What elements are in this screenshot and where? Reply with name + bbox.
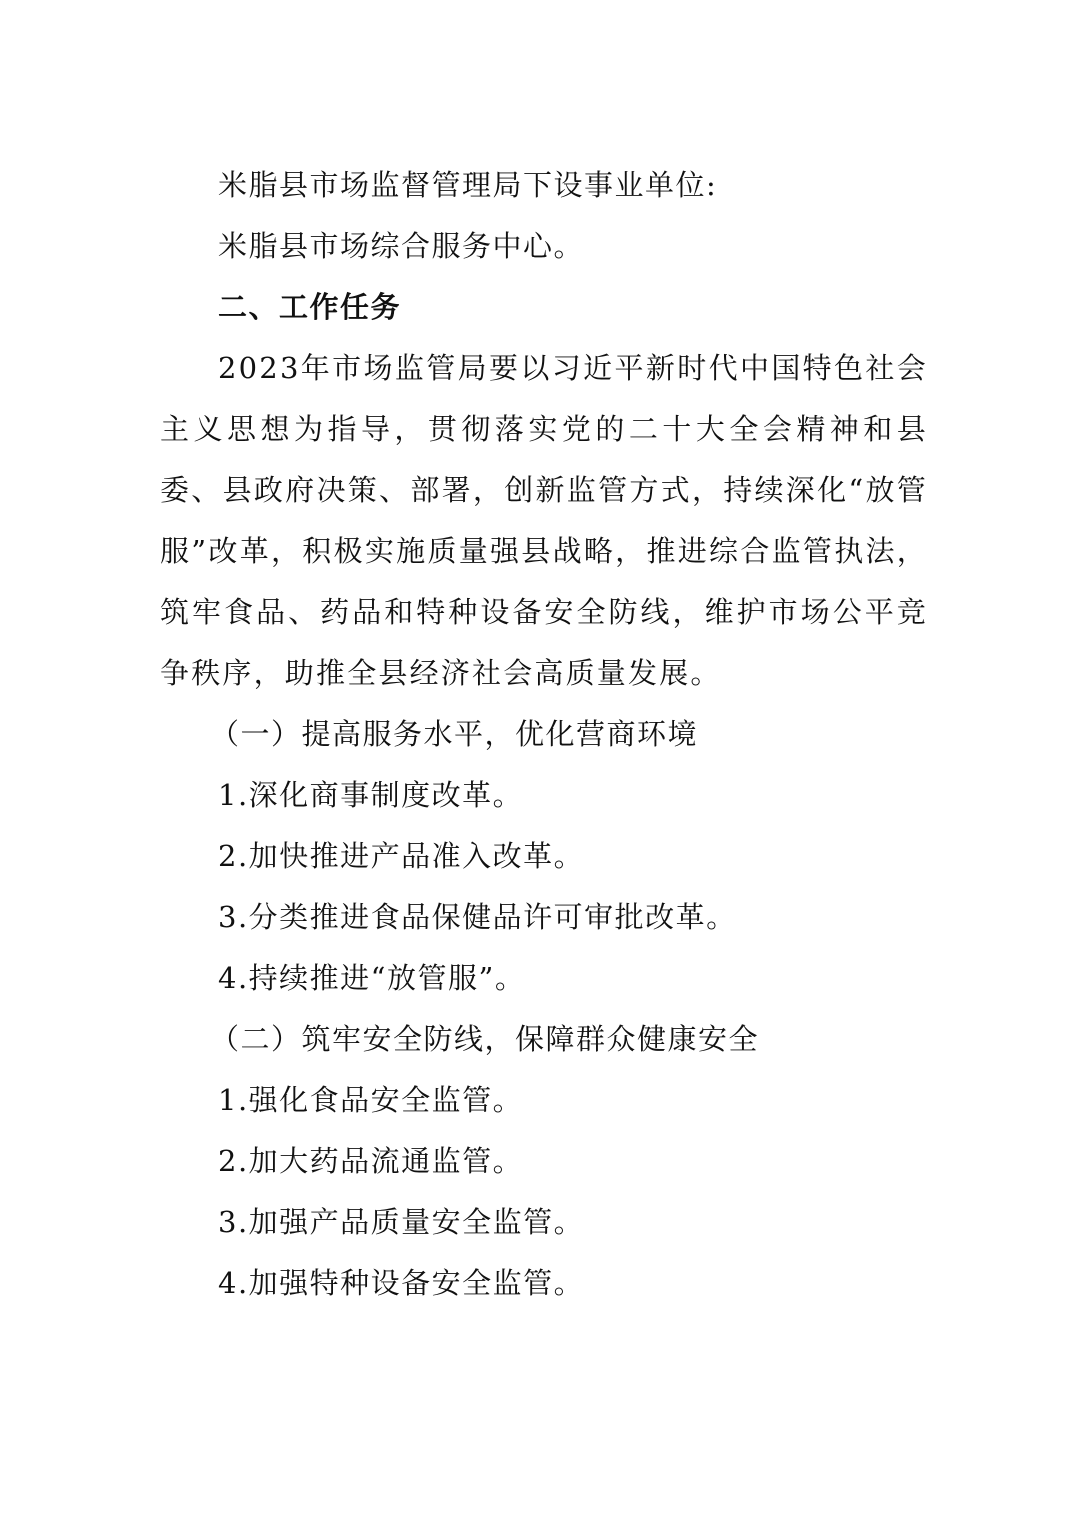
subsection-2-item-3: 3.加强产品质量安全监管。 (218, 1205, 585, 1239)
subsection-1-item-4: 4.持续推进“放管服”。 (218, 961, 526, 995)
subsection-1-item-2: 2.加快推进产品准入改革。 (218, 839, 585, 873)
unit-name-line: 米脂县市场综合服务中心。 (218, 229, 585, 263)
subsection-1-item-1: 1.深化商事制度改革。 (218, 778, 524, 812)
subsection-2-item-1: 1.强化食品安全监管。 (218, 1083, 524, 1117)
section-paragraph: 2023年市场监管局要以习近平新时代中国特色社会主义思想为指导，贯彻落实党的二十大全会精神和县委、县政府决策、部署，创新监管方式，持续深化“放管服”改革，积极实施质量强县战略，推进综合监管执法，筑牢食品、药品和特种设备安全防线，维护市场公平竞争秩序，助推全县经济社会高质量发展。 (160, 351, 928, 690)
units-intro-line: 米脂县市场监督管理局下设事业单位: (218, 168, 718, 202)
subsection-2-title: （二）筑牢安全防线，保障群众健康安全 (210, 1022, 760, 1056)
subsection-1-item-3: 3.分类推进食品保健品许可审批改革。 (218, 900, 737, 934)
section-heading: 二、工作任务 (218, 290, 402, 324)
subsection-2-item-4: 4.加强特种设备安全监管。 (218, 1266, 585, 1300)
subsection-1-title: （一）提高服务水平，优化营商环境 (210, 717, 699, 751)
document-body (160, 155, 930, 1314)
subsection-2-item-2: 2.加大药品流通监管。 (218, 1144, 524, 1178)
